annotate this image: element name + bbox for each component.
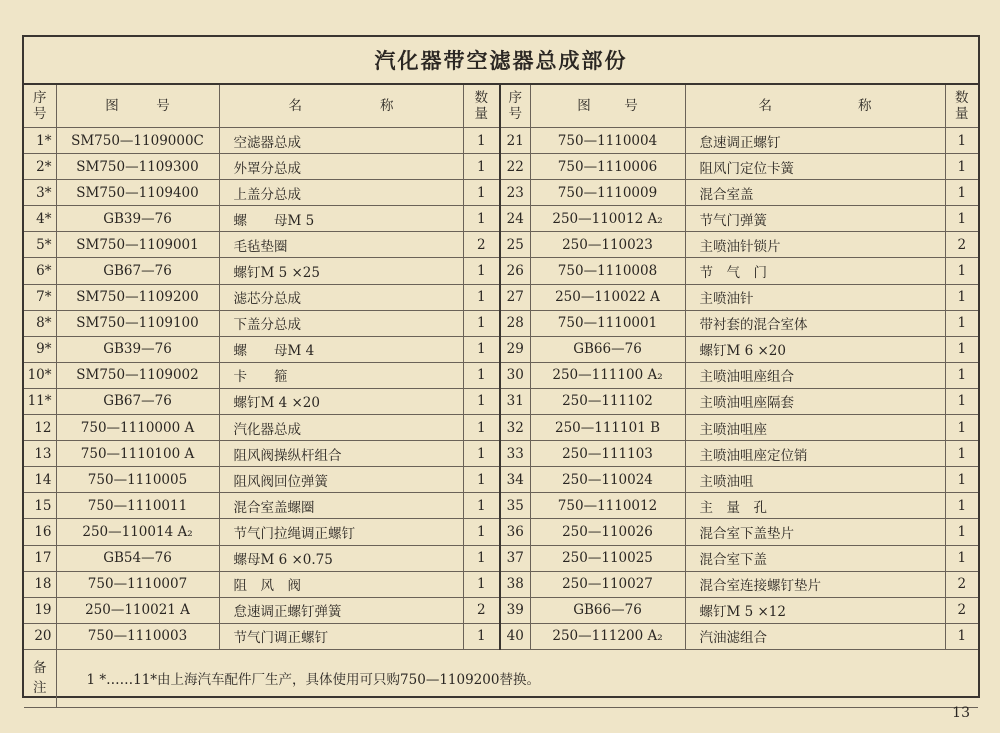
note-label: 备 注 [24, 649, 56, 707]
drawing-number: 750—1110000 A [56, 415, 219, 441]
drawing-number: 250—110024 [530, 467, 685, 493]
part-name: 主喷油针锁片 [685, 232, 945, 258]
quantity: 1 [463, 623, 500, 649]
table-row [24, 467, 978, 493]
table-row [24, 623, 978, 649]
quantity: 1 [463, 545, 500, 571]
header-no: 序 号 [24, 85, 56, 128]
table-row [24, 232, 978, 258]
quantity: 1 [463, 154, 500, 180]
part-number: 32 [500, 415, 530, 441]
quantity: 1 [463, 519, 500, 545]
part-number: 26 [500, 258, 530, 284]
drawing-number: 750—1110011 [56, 493, 219, 519]
parts-table [24, 85, 978, 708]
part-name: 混合室盖 [685, 180, 945, 206]
quantity: 1 [463, 180, 500, 206]
drawing-number: 250—111102 [530, 388, 685, 414]
quantity: 1 [463, 206, 500, 232]
part-name: 螺钉M 6 ×20 [685, 336, 945, 362]
quantity: 1 [945, 493, 978, 519]
quantity: 1 [945, 545, 978, 571]
part-name: 主喷油咀座组合 [685, 362, 945, 388]
part-number: 16 [24, 519, 56, 545]
part-number: 2* [24, 154, 56, 180]
part-number: 15 [24, 493, 56, 519]
header-qty-right: 数 量 [945, 85, 978, 128]
quantity: 1 [945, 441, 978, 467]
quantity: 1 [945, 180, 978, 206]
part-name: 节气门调正螺钉 [219, 623, 463, 649]
parts-list-frame [22, 35, 980, 698]
part-number: 40 [500, 623, 530, 649]
part-name: 主喷油咀 [685, 467, 945, 493]
quantity: 1 [463, 258, 500, 284]
drawing-number: 750—1110007 [56, 571, 219, 597]
drawing-number: 250—111101 B [530, 415, 685, 441]
part-number: 30 [500, 362, 530, 388]
quantity: 1 [945, 284, 978, 310]
part-number: 33 [500, 441, 530, 467]
part-name: 滤芯分总成 [219, 284, 463, 310]
quantity: 1 [463, 441, 500, 467]
part-number: 10* [24, 362, 56, 388]
part-name: 混合室下盖 [685, 545, 945, 571]
quantity: 1 [945, 362, 978, 388]
drawing-number: GB66—76 [530, 336, 685, 362]
header-no-right: 序 号 [500, 85, 530, 128]
part-name: 螺钉M 5 ×12 [685, 597, 945, 623]
part-name: 怠速调正螺钉 [685, 128, 945, 154]
drawing-number: 750—1110003 [56, 623, 219, 649]
quantity: 1 [945, 206, 978, 232]
part-name: 下盖分总成 [219, 310, 463, 336]
header-code: 图 号 [56, 85, 219, 128]
part-name: 主喷油咀座定位销 [685, 441, 945, 467]
drawing-number: GB66—76 [530, 597, 685, 623]
part-number: 23 [500, 180, 530, 206]
part-number: 5* [24, 232, 56, 258]
drawing-number: 250—110027 [530, 571, 685, 597]
part-number: 38 [500, 571, 530, 597]
part-number: 6* [24, 258, 56, 284]
part-number: 3* [24, 180, 56, 206]
table-row [24, 441, 978, 467]
part-number: 25 [500, 232, 530, 258]
drawing-number: 250—111100 A₂ [530, 362, 685, 388]
drawing-number: 750—1110012 [530, 493, 685, 519]
quantity: 1 [463, 493, 500, 519]
part-name: 主喷油针 [685, 284, 945, 310]
part-name: 汽化器总成 [219, 415, 463, 441]
part-name: 主 量 孔 [685, 493, 945, 519]
part-name: 卡 箍 [219, 362, 463, 388]
part-name: 主喷油咀座隔套 [685, 388, 945, 414]
part-number: 19 [24, 597, 56, 623]
drawing-number: 250—111200 A₂ [530, 623, 685, 649]
drawing-number: SM750—1109002 [56, 362, 219, 388]
part-name: 阻 风 阀 [219, 571, 463, 597]
part-name: 混合室连接螺钉垫片 [685, 571, 945, 597]
drawing-number: 750—1110004 [530, 128, 685, 154]
quantity: 1 [463, 284, 500, 310]
drawing-number: SM750—1109000C [56, 128, 219, 154]
drawing-number: GB39—76 [56, 336, 219, 362]
table-row [24, 545, 978, 571]
table-row [24, 284, 978, 310]
part-number: 1* [24, 128, 56, 154]
table-row [24, 362, 978, 388]
note-row [24, 649, 978, 707]
quantity: 1 [945, 128, 978, 154]
quantity: 1 [463, 571, 500, 597]
drawing-number: SM750—1109400 [56, 180, 219, 206]
drawing-number: 250—110023 [530, 232, 685, 258]
table-row [24, 154, 978, 180]
header-name-right: 名 称 [685, 85, 945, 128]
header-name: 名 称 [219, 85, 463, 128]
part-name: 外罩分总成 [219, 154, 463, 180]
drawing-number: 250—111103 [530, 441, 685, 467]
part-name: 汽油滤组合 [685, 623, 945, 649]
quantity: 1 [463, 415, 500, 441]
part-number: 8* [24, 310, 56, 336]
table-row [24, 336, 978, 362]
drawing-number: 250—110012 A₂ [530, 206, 685, 232]
drawing-number: 250—110025 [530, 545, 685, 571]
part-name: 主喷油咀座 [685, 415, 945, 441]
part-name: 怠速调正螺钉弹簧 [219, 597, 463, 623]
quantity: 1 [945, 519, 978, 545]
part-number: 36 [500, 519, 530, 545]
header-code-right: 图 号 [530, 85, 685, 128]
quantity: 1 [945, 310, 978, 336]
part-name: 节气门弹簧 [685, 206, 945, 232]
table-row [24, 493, 978, 519]
part-number: 4* [24, 206, 56, 232]
part-number: 9* [24, 336, 56, 362]
quantity: 1 [463, 388, 500, 414]
table-row [24, 571, 978, 597]
part-number: 13 [24, 441, 56, 467]
quantity: 2 [463, 232, 500, 258]
quantity: 2 [945, 232, 978, 258]
table-header-row [24, 85, 978, 128]
quantity: 1 [945, 415, 978, 441]
part-name: 上盖分总成 [219, 180, 463, 206]
drawing-number: SM750—1109001 [56, 232, 219, 258]
part-name: 空滤器总成 [219, 128, 463, 154]
part-name: 螺钉M 4 ×20 [219, 388, 463, 414]
part-number: 17 [24, 545, 56, 571]
page-number: 13 [952, 705, 970, 721]
part-name: 螺母M 6 ×0.75 [219, 545, 463, 571]
part-name: 螺钉M 5 ×25 [219, 258, 463, 284]
table-row [24, 206, 978, 232]
part-name: 螺 母M 4 [219, 336, 463, 362]
drawing-number: GB54—76 [56, 545, 219, 571]
quantity: 1 [463, 467, 500, 493]
note-text: 1 *……11*由上海汽车配件厂生产，具体使用可只购750—1109200替换。 [56, 649, 978, 707]
quantity: 1 [945, 154, 978, 180]
part-name: 阻风阀操纵杆组合 [219, 441, 463, 467]
quantity: 1 [463, 310, 500, 336]
quantity: 1 [945, 336, 978, 362]
part-number: 39 [500, 597, 530, 623]
part-number: 14 [24, 467, 56, 493]
quantity: 1 [945, 388, 978, 414]
drawing-number: 750—1110006 [530, 154, 685, 180]
part-name: 阻风门定位卡簧 [685, 154, 945, 180]
table-row [24, 415, 978, 441]
table-row [24, 310, 978, 336]
part-number: 31 [500, 388, 530, 414]
part-name: 节 气 门 [685, 258, 945, 284]
drawing-number: SM750—1109300 [56, 154, 219, 180]
drawing-number: 750—1110100 A [56, 441, 219, 467]
drawing-number: 250—110026 [530, 519, 685, 545]
drawing-number: SM750—1109100 [56, 310, 219, 336]
drawing-number: GB67—76 [56, 258, 219, 284]
quantity: 2 [945, 597, 978, 623]
table-row [24, 180, 978, 206]
quantity: 1 [945, 258, 978, 284]
part-number: 18 [24, 571, 56, 597]
part-name: 阻风阀回位弹簧 [219, 467, 463, 493]
part-name: 节气门拉绳调正螺钉 [219, 519, 463, 545]
table-row [24, 519, 978, 545]
drawing-number: 750—1110009 [530, 180, 685, 206]
part-name: 混合室盖螺圈 [219, 493, 463, 519]
drawing-number: 750—1110001 [530, 310, 685, 336]
part-number: 29 [500, 336, 530, 362]
drawing-number: 250—110014 A₂ [56, 519, 219, 545]
part-number: 34 [500, 467, 530, 493]
quantity: 1 [463, 362, 500, 388]
part-number: 22 [500, 154, 530, 180]
part-number: 27 [500, 284, 530, 310]
part-number: 11* [24, 388, 56, 414]
table-row [24, 128, 978, 154]
quantity: 2 [463, 597, 500, 623]
quantity: 2 [945, 571, 978, 597]
part-number: 24 [500, 206, 530, 232]
part-number: 7* [24, 284, 56, 310]
table-row [24, 597, 978, 623]
quantity: 1 [945, 623, 978, 649]
part-number: 35 [500, 493, 530, 519]
part-name: 毛毡垫圈 [219, 232, 463, 258]
drawing-number: GB39—76 [56, 206, 219, 232]
part-number: 12 [24, 415, 56, 441]
drawing-number: GB67—76 [56, 388, 219, 414]
part-name: 带衬套的混合室体 [685, 310, 945, 336]
drawing-number: 250—110022 A [530, 284, 685, 310]
page-title: 汽化器带空滤器总成部份 [24, 37, 978, 85]
part-name: 螺 母M 5 [219, 206, 463, 232]
quantity: 1 [463, 128, 500, 154]
part-number: 20 [24, 623, 56, 649]
part-number: 28 [500, 310, 530, 336]
part-number: 21 [500, 128, 530, 154]
quantity: 1 [945, 467, 978, 493]
drawing-number: 750—1110008 [530, 258, 685, 284]
drawing-number: 250—110021 A [56, 597, 219, 623]
part-number: 37 [500, 545, 530, 571]
part-name: 混合室下盖垫片 [685, 519, 945, 545]
drawing-number: SM750—1109200 [56, 284, 219, 310]
table-row [24, 258, 978, 284]
quantity: 1 [463, 336, 500, 362]
drawing-number: 750—1110005 [56, 467, 219, 493]
header-qty: 数 量 [463, 85, 500, 128]
table-row [24, 388, 978, 414]
